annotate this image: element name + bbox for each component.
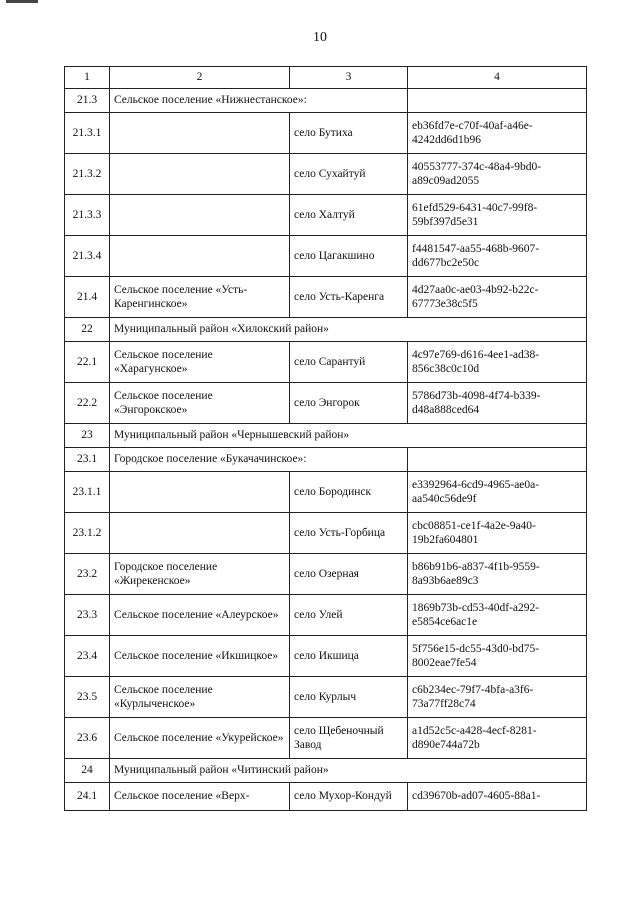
- village-name-cell: село Цагакшино: [290, 236, 408, 277]
- row-number-cell: 23.1.1: [65, 472, 110, 513]
- header-cell-1: 1: [65, 67, 110, 89]
- empty-code-cell: [408, 89, 587, 113]
- fias-code-cell: 4d27aa0c-ae03-4b92-b22c-67773e38c5f5: [408, 277, 587, 318]
- row-number-cell: 23.2: [65, 554, 110, 595]
- district-name-cell: Муниципальный район «Чернышевский район»: [110, 424, 587, 448]
- village-name-cell: село Сухайтуй: [290, 154, 408, 195]
- table-row: [65, 236, 587, 277]
- table-row: [65, 472, 587, 513]
- row-number-cell: 21.3.2: [65, 154, 110, 195]
- village-name-cell: село Усть-Каренга: [290, 277, 408, 318]
- settlement-name-cell: Сельское поселение «Алеурское»: [110, 595, 290, 636]
- settlement-name-cell: [110, 113, 290, 154]
- fias-code-cell: cd39670b-ad07-4605-88a1-: [408, 783, 587, 811]
- district-name-cell: Муниципальный район «Читинский район»: [110, 759, 587, 783]
- fias-code-cell: 4c97e769-d616-4ee1-ad38-856c38c0c10d: [408, 342, 587, 383]
- row-number-cell: 21.3.3: [65, 195, 110, 236]
- settlement-name-cell: [110, 236, 290, 277]
- village-name-cell: село Бородинск: [290, 472, 408, 513]
- table-header-row: [65, 67, 587, 89]
- table-row: [65, 154, 587, 195]
- settlement-name-cell: Сельское поселение «Харагунское»: [110, 342, 290, 383]
- village-name-cell: село Энгорок: [290, 383, 408, 424]
- row-number-cell: 22.1: [65, 342, 110, 383]
- table-row: [65, 636, 587, 677]
- table-row: [65, 277, 587, 318]
- row-number-cell: 23.5: [65, 677, 110, 718]
- empty-code-cell: [408, 448, 587, 472]
- fias-code-cell: c6b234ec-79f7-4bfa-a3f6-73a77ff28c74: [408, 677, 587, 718]
- village-name-cell: село Мухор-Кондуй: [290, 783, 408, 811]
- fias-code-cell: f4481547-aa55-468b-9607-dd677bc2e50c: [408, 236, 587, 277]
- fias-code-cell: 61efd529-6431-40c7-99f8-59bf397d5e31: [408, 195, 587, 236]
- table-row: [65, 383, 587, 424]
- settlement-name-cell: [110, 195, 290, 236]
- row-number-cell: 21.3.4: [65, 236, 110, 277]
- fias-code-cell: cbc08851-ce1f-4a2e-9a40-19b2fa604801: [408, 513, 587, 554]
- district-row: [65, 318, 587, 342]
- district-name-cell: Муниципальный район «Хилокский район»: [110, 318, 587, 342]
- table-row: [65, 554, 587, 595]
- settlement-name-cell: Сельское поселение «Верх-: [110, 783, 290, 811]
- fias-code-cell: 1869b73b-cd53-40df-a292-e5854ce6ac1e: [408, 595, 587, 636]
- village-name-cell: село Курлыч: [290, 677, 408, 718]
- settlement-name-cell: [110, 472, 290, 513]
- settlement-name-cell: Сельское поселение «Усть-Каренгинское»: [110, 277, 290, 318]
- district-row: [65, 424, 587, 448]
- settlement-name-cell: [110, 513, 290, 554]
- row-number-cell: 22: [65, 318, 110, 342]
- village-name-cell: село Озерная: [290, 554, 408, 595]
- settlement-name-cell: Сельское поселение «Курлыченское»: [110, 677, 290, 718]
- village-name-cell: село Улей: [290, 595, 408, 636]
- table-row: [65, 113, 587, 154]
- row-number-cell: 23.1.2: [65, 513, 110, 554]
- row-number-cell: 23: [65, 424, 110, 448]
- settlement-name-cell: Городское поселение «Жирекенское»: [110, 554, 290, 595]
- row-number-cell: 21.3.1: [65, 113, 110, 154]
- header-cell-4: 4: [408, 67, 587, 89]
- row-number-cell: 23.1: [65, 448, 110, 472]
- village-name-cell: село Щебеночный Завод: [290, 718, 408, 759]
- settlement-name-cell: Сельское поселение «Укурейское»: [110, 718, 290, 759]
- fias-code-cell: b86b91b6-a837-4f1b-9559-8a93b6ae89c3: [408, 554, 587, 595]
- village-name-cell: село Сарантуй: [290, 342, 408, 383]
- settlement-name-cell: [110, 154, 290, 195]
- row-number-cell: 21.4: [65, 277, 110, 318]
- settlement-group-row: [65, 448, 587, 472]
- corner-scan-mark: [6, 0, 38, 3]
- village-name-cell: село Бутиха: [290, 113, 408, 154]
- row-number-cell: 24.1: [65, 783, 110, 811]
- village-name-cell: село Халтуй: [290, 195, 408, 236]
- table-row: [65, 677, 587, 718]
- row-number-cell: 21.3: [65, 89, 110, 113]
- village-name-cell: село Икшица: [290, 636, 408, 677]
- row-number-cell: 23.3: [65, 595, 110, 636]
- table-row: [65, 783, 587, 811]
- village-name-cell: село Усть-Горбица: [290, 513, 408, 554]
- row-number-cell: 23.4: [65, 636, 110, 677]
- district-row: [65, 759, 587, 783]
- fias-code-cell: e3392964-6cd9-4965-ae0a-aa540c56de9f: [408, 472, 587, 513]
- fias-code-cell: a1d52c5c-a428-4ecf-8281-d890e744a72b: [408, 718, 587, 759]
- row-number-cell: 24: [65, 759, 110, 783]
- settlements-table: [64, 66, 587, 811]
- settlement-name-cell: Сельское поселение «Энгорокское»: [110, 383, 290, 424]
- fias-code-cell: 40553777-374c-48a4-9bd0-a89c09ad2055: [408, 154, 587, 195]
- settlement-group-row: [65, 89, 587, 113]
- table-row: [65, 718, 587, 759]
- fias-code-cell: eb36fd7e-c70f-40af-a46e-4242dd6d1b96: [408, 113, 587, 154]
- table-row: [65, 342, 587, 383]
- table-row: [65, 513, 587, 554]
- header-cell-2: 2: [110, 67, 290, 89]
- settlement-group-name-cell: Городское поселение «Букачачинское»:: [110, 448, 408, 472]
- settlements-table-body: [65, 67, 587, 811]
- fias-code-cell: 5786d73b-4098-4f74-b339-d48a888ced64: [408, 383, 587, 424]
- header-cell-3: 3: [290, 67, 408, 89]
- settlement-name-cell: Сельское поселение «Икшицкое»: [110, 636, 290, 677]
- table-row: [65, 595, 587, 636]
- page-number: 10: [313, 30, 327, 45]
- settlement-group-name-cell: Сельское поселение «Нижнестанское»:: [110, 89, 408, 113]
- table-row: [65, 195, 587, 236]
- fias-code-cell: 5f756e15-dc55-43d0-bd75-8002eae7fe54: [408, 636, 587, 677]
- row-number-cell: 23.6: [65, 718, 110, 759]
- row-number-cell: 22.2: [65, 383, 110, 424]
